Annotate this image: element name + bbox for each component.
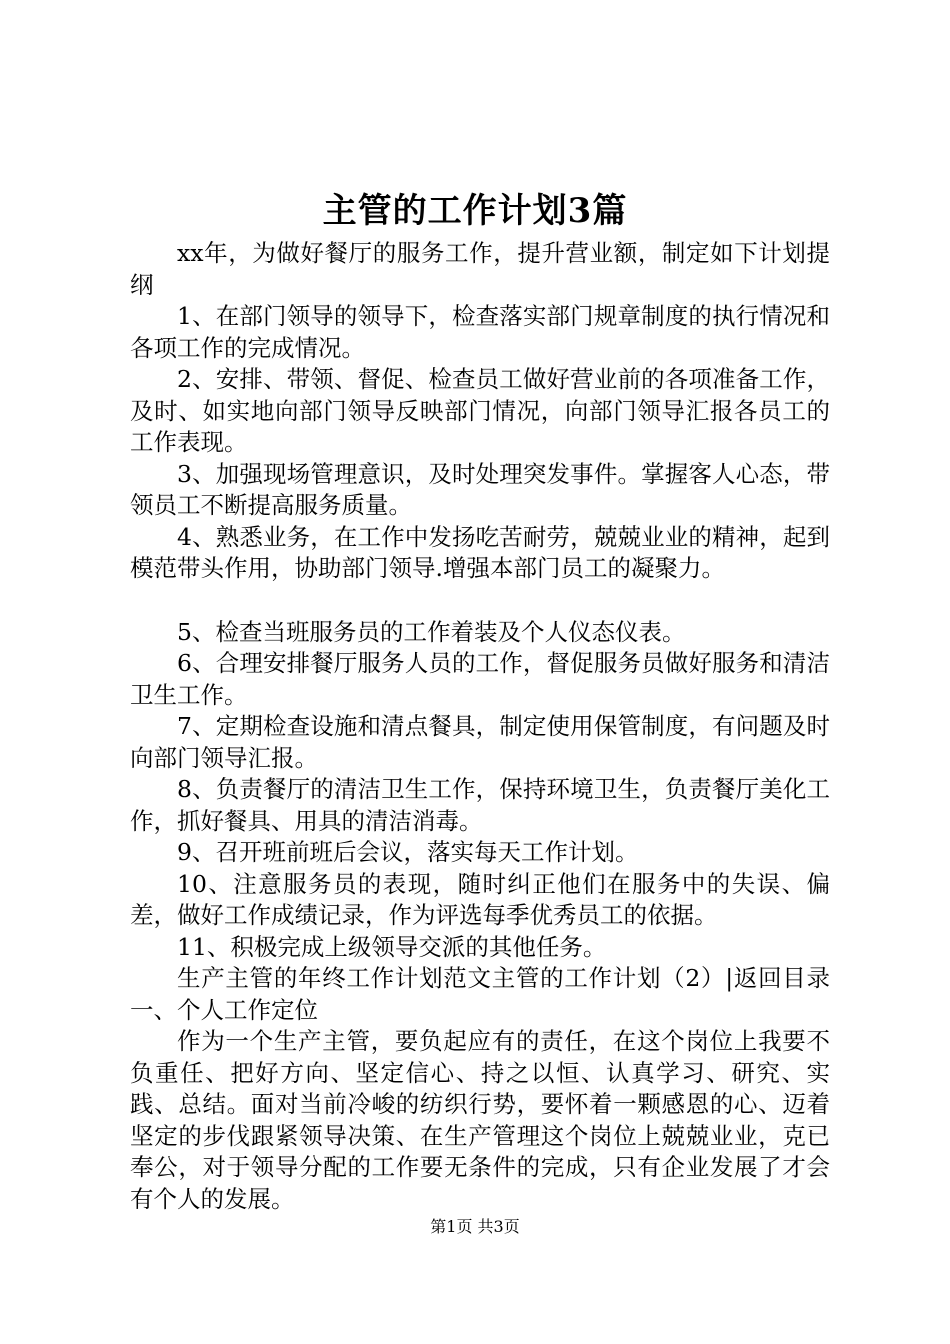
paragraph-item-11: 11、积极完成上级领导交派的其他任务。 [177,932,607,961]
section-heading-paragraph: 生产主管的年终工作计划范文主管的工作计划（2）|返回目录一、个人工作定位 [130,964,830,1024]
paragraph-item-3: 3、加强现场管理意识，及时处理突发事件。掌握客人心态，带领员工不断提高服务质量。 [130,459,830,519]
document-body [130,238,830,1215]
page-number-footer: 第1页 共3页 [430,1217,520,1236]
paragraph-item-2: 2、安排、带领、督促、检查员工做好营业前的各项准备工作，及时、如实地向部门领导反映部门情况，向部门领导汇报各员工的工作表现。 [130,365,830,456]
document-title: 主管的工作计划3篇 [322,191,628,231]
paragraph-item-4: 4、熟悉业务，在工作中发扬吃苦耐劳，兢兢业业的精神，起到模范带头作用，协助部门领导.增强本部门员工的凝聚力。 [130,522,830,582]
paragraph-item-1: 1、在部门领导的领导下，检查落实部门规章制度的执行情况和各项工作的完成情况。 [130,302,830,362]
paragraph-item-6: 6、合理安排餐厅服务人员的工作，督促服务员做好服务和清洁卫生工作。 [130,649,830,709]
paragraph-item-8: 8、负责餐厅的清洁卫生工作，保持环境卫生，负责餐厅美化工作，抓好餐具、用具的清洁消毒。 [130,775,830,835]
role-positioning-paragraph: 作为一个生产主管，要负起应有的责任，在这个岗位上我要不负重任、把好方向、坚定信心、持之以恒、认真学习、研究、实践、总结。面对当前冷峻的纺织行势，要怀着一颗感恩的心、迈着坚定的步伐跟紧领导决策、在生产管理这个岗位上兢兢业业，克已奉公，对于领导分配的工作要无条件的完成，只有企业发展了才会有个人的发展。 [130,1027,830,1213]
intro-paragraph: xx年，为做好餐厅的服务工作，提升营业额，制定如下计划提纲 [130,239,830,299]
paragraph-item-10: 10、注意服务员的表现，随时纠正他们在服务中的失误、偏差，做好工作成绩记录，作为评选每季优秀员工的依据。 [130,869,830,929]
paragraph-item-5: 5、检查当班服务员的工作着装及个人仪态仪表。 [177,617,686,646]
paragraph-item-7: 7、定期检查设施和清点餐具，制定使用保管制度，有问题及时向部门领导汇报。 [130,712,830,772]
paragraph-item-9: 9、召开班前班后会议，落实每天工作计划。 [177,838,639,866]
